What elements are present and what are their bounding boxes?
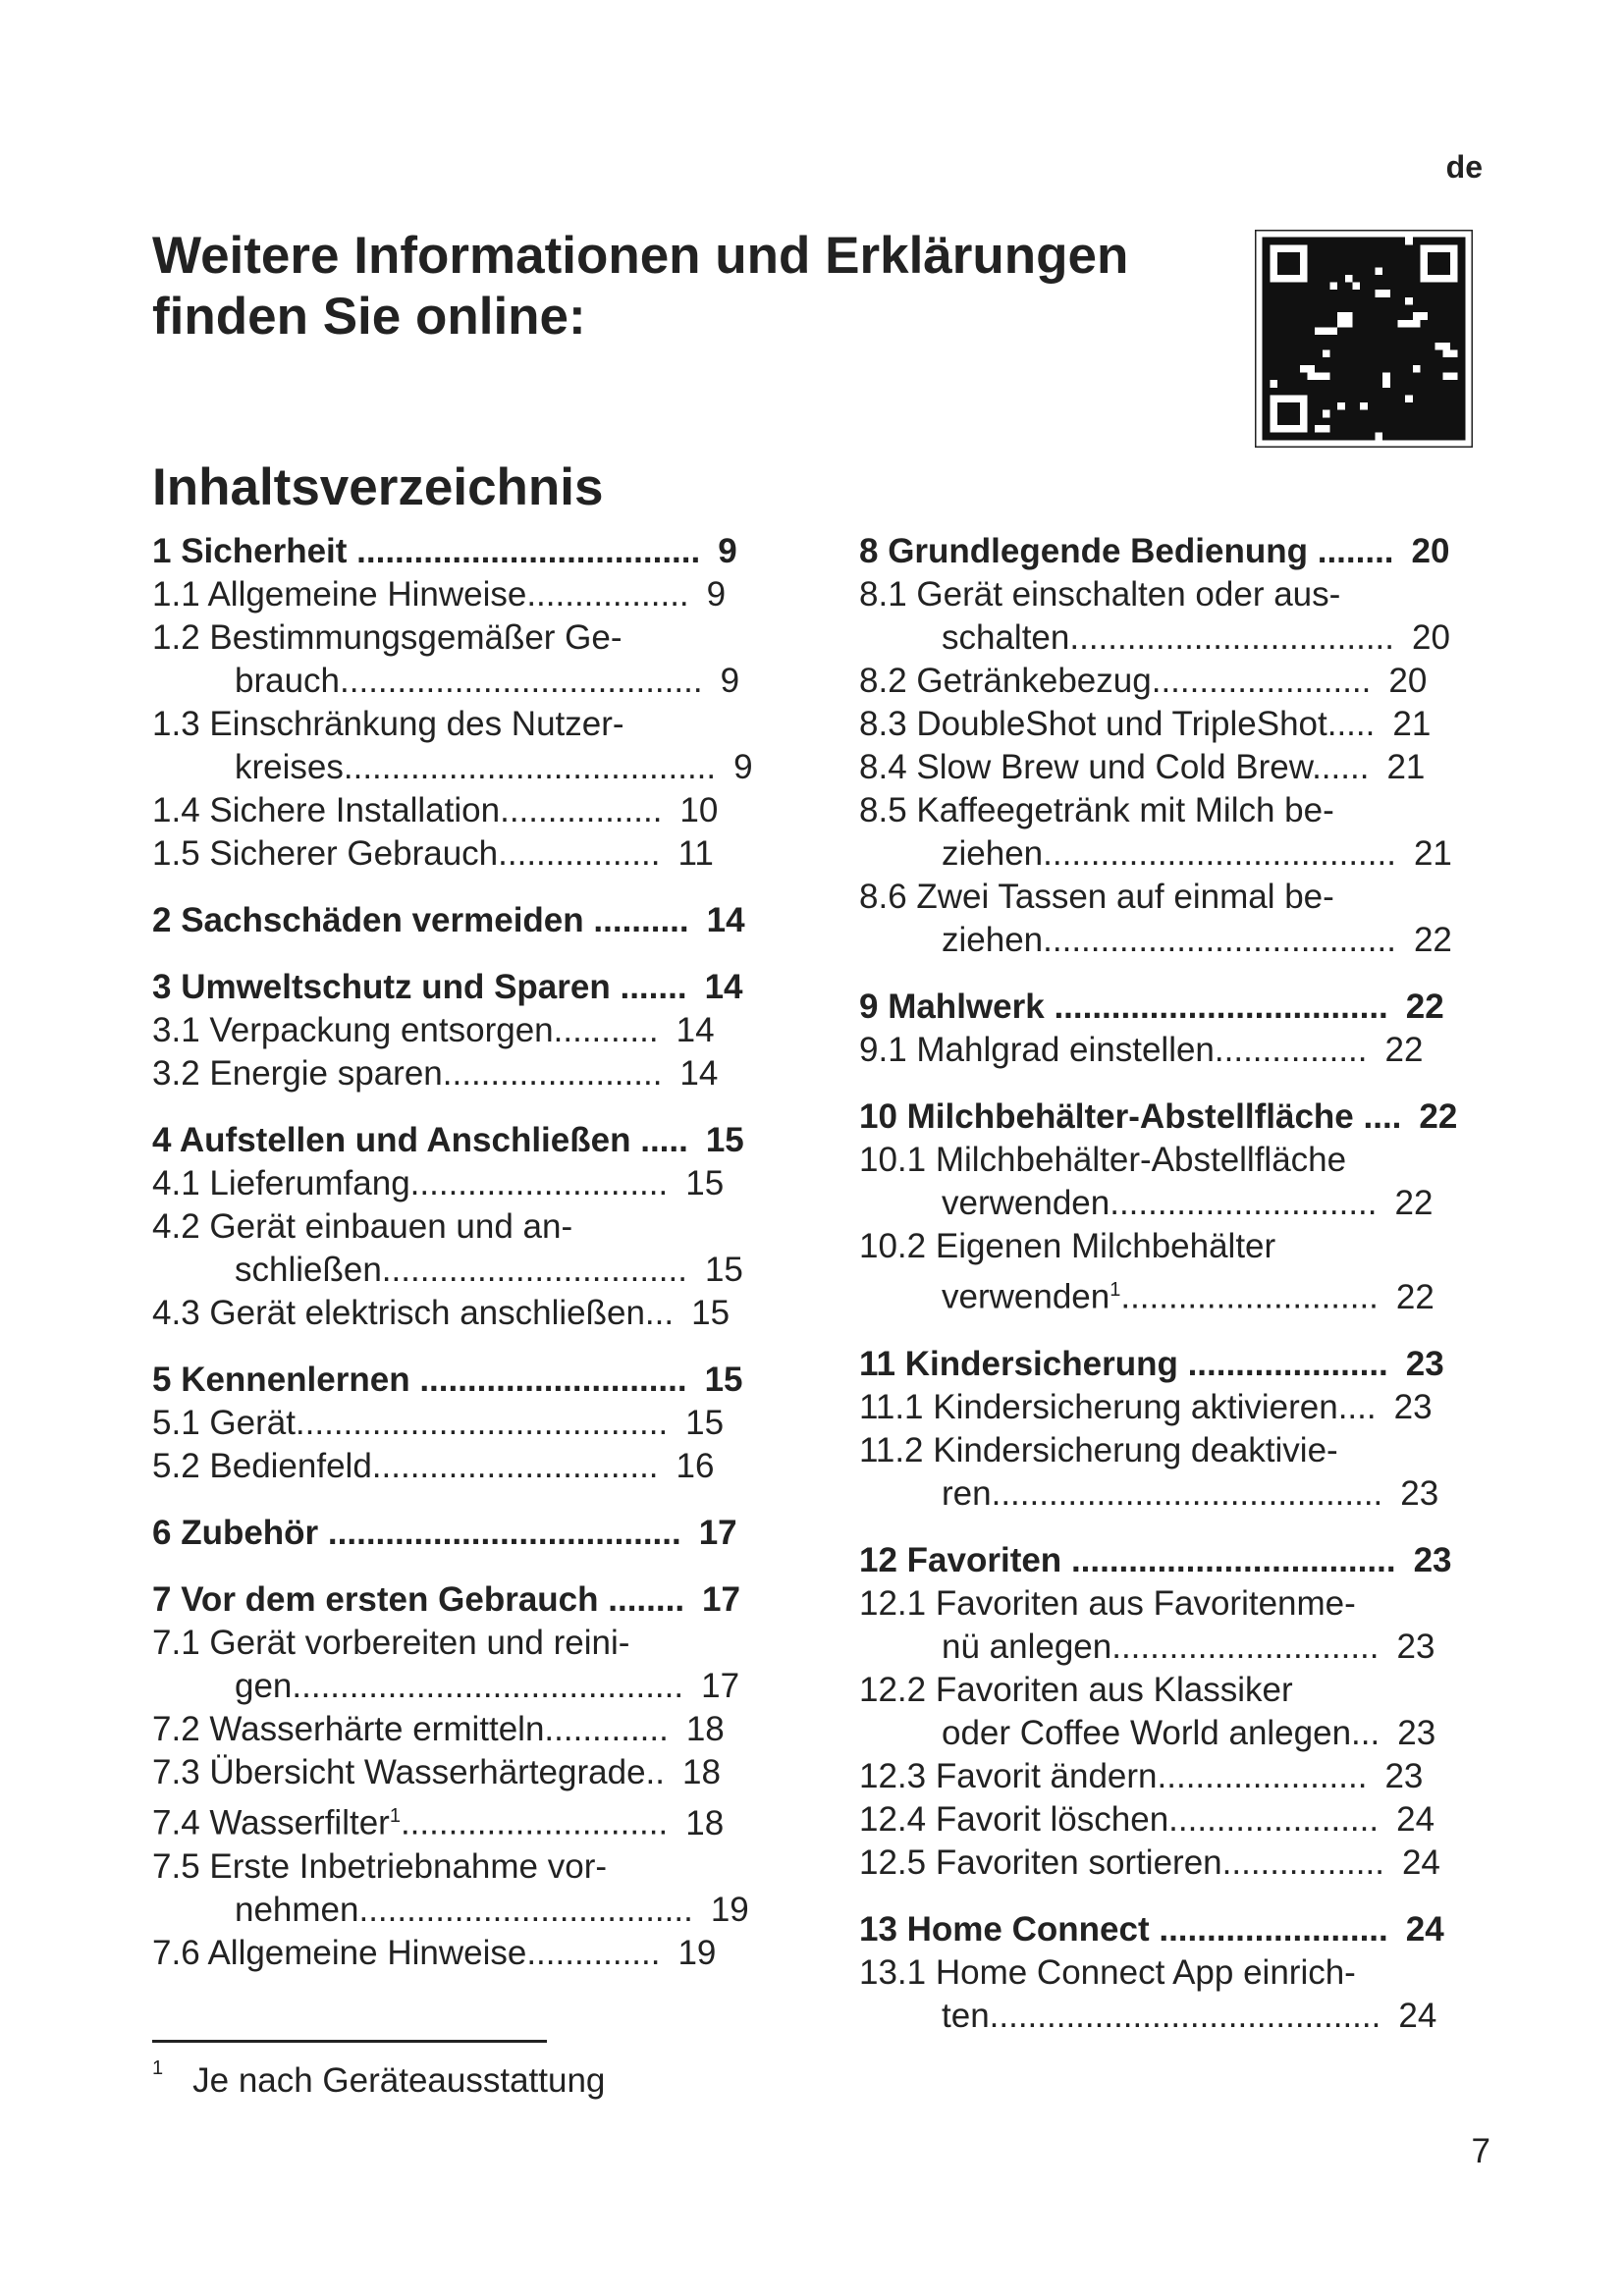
leader-dots: .... — [1337, 1387, 1377, 1426]
toc-line — [152, 899, 790, 942]
subsection-page-number: 23 — [1400, 1473, 1439, 1513]
toc-line — [859, 1225, 1497, 1268]
leader-dots: .............................. — [371, 1447, 659, 1485]
leader-dots: .......... — [593, 901, 689, 939]
subsection-title: 8.1 Gerät einschalten oder aus- — [859, 575, 1341, 614]
leader-dots: ........................... — [1120, 1277, 1379, 1316]
toc-section — [859, 986, 1497, 1072]
leader-dots: ... — [1351, 1713, 1380, 1752]
toc-line-continuation — [859, 616, 1497, 660]
toc-subsection-entry[interactable] — [859, 573, 1497, 660]
toc-line-continuation — [152, 660, 790, 703]
toc-line — [152, 1119, 790, 1162]
toc-line — [859, 530, 1497, 573]
chapter-title: 7 Vor dem ersten Gebrauch — [152, 1580, 599, 1619]
footnote-marker: 1 — [152, 2057, 164, 2079]
toc-line — [152, 1578, 790, 1622]
chapter-title: 6 Zubehör — [152, 1514, 319, 1552]
subsection-title: 1.5 Sicherer Gebrauch — [152, 834, 499, 873]
toc-section — [859, 1539, 1497, 1885]
toc-chapter-entry[interactable] — [152, 1359, 790, 1402]
toc-line-continuation — [859, 1626, 1497, 1669]
chapter-title: 1 Sicherheit — [152, 532, 348, 570]
subsection-title: 7.6 Allgemeine Hinweise — [152, 1933, 527, 1972]
toc-line — [152, 1622, 790, 1665]
toc-chapter-entry[interactable] — [152, 530, 790, 573]
subsection-title-continuation: ten — [942, 1996, 990, 2035]
subsection-page-number: 11 — [677, 834, 714, 873]
toc-subsection-entry[interactable] — [859, 876, 1497, 962]
subsection-title: 4.1 Lieferumfang — [152, 1164, 410, 1202]
subsection-page-number: 22 — [1394, 1184, 1434, 1222]
leader-dots: .................................. — [1070, 1540, 1396, 1579]
chapter-title: 2 Sachschäden vermeiden — [152, 901, 584, 939]
leader-dots: ...................... — [1168, 1799, 1380, 1839]
chapter-title: 9 Mahlwerk — [859, 988, 1045, 1026]
toc-subsection-entry[interactable] — [859, 789, 1497, 876]
leader-dots: .... — [1363, 1097, 1402, 1136]
toc-subsection-entry[interactable] — [152, 573, 790, 616]
toc-line — [859, 1539, 1497, 1582]
toc-line-continuation — [859, 1472, 1497, 1516]
toc-subsection-entry[interactable] — [152, 1708, 790, 1751]
leader-dots: ........ — [1317, 532, 1394, 570]
toc-line — [152, 1052, 790, 1095]
subsection-title-continuation: nü anlegen — [942, 1627, 1112, 1666]
toc-section — [152, 899, 790, 942]
leader-dots: ............. — [544, 1710, 669, 1748]
toc-subsection-entry[interactable] — [859, 1798, 1497, 1842]
leader-dots: ..... — [1326, 705, 1376, 743]
leader-dots: ......................................... — [989, 1996, 1381, 2035]
toc-chapter-entry[interactable] — [859, 1095, 1497, 1139]
toc-subsection-entry[interactable] — [152, 616, 790, 703]
subsection-page-number: 17 — [701, 1667, 740, 1705]
toc-section — [152, 1119, 790, 1335]
toc-line — [859, 1386, 1497, 1429]
chapter-page-number: 22 — [1405, 988, 1444, 1026]
toc-section — [859, 1908, 1497, 2038]
subsection-title: 7.3 Übersicht Wasserhärtegrade — [152, 1753, 646, 1791]
subsection-page-number: 14 — [676, 1011, 715, 1049]
toc-chapter-entry[interactable] — [859, 530, 1497, 573]
subsection-title: 12.3 Favorit ändern — [859, 1756, 1158, 1795]
toc-chapter-entry[interactable] — [152, 1512, 790, 1555]
subsection-page-number: 21 — [1392, 705, 1432, 743]
subsection-title-continuation: ziehen — [942, 834, 1044, 873]
subsection-title: 12.5 Favoriten sortieren — [859, 1842, 1222, 1882]
subsection-title: 10.1 Milchbehälter-Abstellfläche — [859, 1141, 1347, 1179]
toc-subsection-entry[interactable] — [859, 1669, 1497, 1755]
toc-right-column — [859, 530, 1497, 2061]
subsection-title-continuation: kreises — [235, 748, 344, 786]
toc-chapter-entry[interactable] — [859, 1908, 1497, 1951]
subsection-page-number: 18 — [682, 1753, 721, 1791]
toc-line-continuation — [859, 832, 1497, 876]
toc-subsection-entry[interactable] — [859, 1951, 1497, 2038]
chapter-title: 4 Aufstellen und Anschließen — [152, 1121, 631, 1159]
toc-line — [859, 876, 1497, 919]
toc-section — [859, 1095, 1497, 1319]
subsection-title: 8.5 Kaffeegetränk mit Milch be- — [859, 791, 1334, 829]
leader-dots: ............................ — [1110, 1184, 1378, 1222]
toc-chapter-entry[interactable] — [152, 1119, 790, 1162]
leader-dots: ................. — [526, 575, 689, 614]
leader-dots: ................. — [1221, 1842, 1384, 1882]
subsection-title: 4.3 Gerät elektrisch anschließen — [152, 1294, 645, 1332]
toc-line — [859, 1908, 1497, 1951]
toc-subsection-entry[interactable] — [152, 1052, 790, 1095]
toc-section — [859, 530, 1497, 962]
toc-subsection-entry[interactable] — [859, 1842, 1497, 1885]
toc-subsection-entry[interactable] — [859, 746, 1497, 789]
subsection-page-number: 19 — [710, 1890, 749, 1929]
toc-line — [859, 789, 1497, 832]
subsection-title: 11.2 Kindersicherung deaktivie- — [859, 1430, 1338, 1469]
subsection-title: 12.1 Favoriten aus Favoritenme- — [859, 1583, 1356, 1623]
toc-line — [152, 703, 790, 746]
subsection-title-continuation: oder Coffee World anlegen — [942, 1713, 1352, 1752]
toc-line — [859, 1842, 1497, 1885]
subsection-title: 5.2 Bedienfeld — [152, 1447, 372, 1485]
subsection-title: 12.2 Favoriten aus Klassiker — [859, 1670, 1293, 1709]
toc-subsection-entry[interactable] — [152, 1932, 790, 1975]
toc-line — [152, 1162, 790, 1205]
leader-dots: ....................... — [1151, 662, 1372, 700]
toc-line — [152, 832, 790, 876]
subsection-title: 8.2 Getränkebezug — [859, 662, 1152, 700]
toc-line — [859, 1343, 1497, 1386]
toc-line — [152, 1932, 790, 1975]
toc-subsection-entry[interactable] — [152, 789, 790, 832]
leader-dots: ....................... — [442, 1054, 663, 1093]
toc-subsection-entry[interactable] — [152, 1292, 790, 1335]
toc-line — [152, 1009, 790, 1052]
toc-line-continuation — [859, 1268, 1497, 1319]
leader-dots: ..................... — [1187, 1344, 1388, 1383]
toc-line — [152, 1359, 790, 1402]
subsection-title: 11.1 Kindersicherung aktivieren — [859, 1387, 1338, 1426]
toc-subsection-entry[interactable] — [152, 1009, 790, 1052]
leader-dots: ................. — [498, 834, 661, 873]
toc-subsection-entry[interactable] — [152, 1445, 790, 1488]
toc-section — [152, 966, 790, 1095]
footnote-reference: 1 — [1110, 1279, 1121, 1301]
toc-line — [152, 789, 790, 832]
toc-subsection-entry[interactable] — [859, 660, 1497, 703]
subsection-title-continuation: verwenden — [942, 1184, 1110, 1222]
subsection-title: 13.1 Home Connect App einrich- — [859, 1952, 1356, 1992]
footnote-reference: 1 — [389, 1805, 401, 1827]
leader-dots: ....................................... — [295, 1404, 669, 1442]
subsection-page-number: 24 — [1398, 1996, 1437, 2035]
toc-line — [859, 1798, 1497, 1842]
toc-subsection-entry[interactable] — [859, 1755, 1497, 1798]
toc-line-continuation — [859, 919, 1497, 962]
toc-line — [859, 1029, 1497, 1072]
leader-dots: ................................... — [358, 1890, 693, 1929]
subsection-title: 3.1 Verpackung entsorgen — [152, 1011, 554, 1049]
chapter-title: 11 Kindersicherung — [859, 1344, 1178, 1383]
subsection-page-number: 15 — [691, 1294, 731, 1332]
subsection-page-number: 24 — [1401, 1842, 1440, 1882]
toc-subsection-entry[interactable] — [152, 832, 790, 876]
toc-line-continuation — [152, 1665, 790, 1708]
toc-subsection-entry[interactable] — [859, 1225, 1497, 1319]
leader-dots: ...................................... — [340, 662, 703, 700]
toc-line-continuation — [152, 746, 790, 789]
subsection-title: 3.2 Energie sparen — [152, 1054, 443, 1093]
toc-subsection-entry[interactable] — [152, 1622, 790, 1708]
toc-line-continuation — [859, 1995, 1497, 2038]
toc-line — [152, 1445, 790, 1488]
leader-dots: ..................................... — [1043, 834, 1396, 873]
leader-dots: .................................. — [1069, 618, 1394, 657]
toc-subsection-entry[interactable] — [859, 1386, 1497, 1429]
subsection-page-number: 9 — [733, 748, 753, 786]
toc-subsection-entry[interactable] — [859, 1139, 1497, 1225]
toc-line-continuation — [859, 1182, 1497, 1225]
subsection-title-continuation: gen — [235, 1667, 293, 1705]
subsection-title: 8.3 DoubleShot und TripleShot — [859, 705, 1327, 743]
leader-dots: .. — [645, 1753, 665, 1791]
subsection-page-number: 24 — [1396, 1799, 1435, 1839]
subsection-page-number: 21 — [1386, 748, 1426, 786]
toc-line — [859, 986, 1497, 1029]
subsection-page-number: 15 — [704, 1251, 743, 1289]
toc-line — [859, 1669, 1497, 1712]
leader-dots: ........................... — [409, 1164, 669, 1202]
chapter-page-number: 14 — [704, 968, 743, 1006]
toc-subsection-entry[interactable] — [859, 1029, 1497, 1072]
leader-dots: ................ — [1214, 1031, 1368, 1069]
subsection-title-continuation: brauch — [235, 662, 341, 700]
toc-subsection-entry[interactable] — [152, 1751, 790, 1794]
subsection-page-number: 23 — [1384, 1756, 1424, 1795]
subsection-title-continuation: schließen — [235, 1251, 382, 1289]
chapter-title: 10 Milchbehälter-Abstellfläche — [859, 1097, 1354, 1136]
toc-line — [859, 1095, 1497, 1139]
leader-dots: ................................ — [381, 1251, 687, 1289]
chapter-page-number: 15 — [704, 1361, 743, 1399]
toc-chapter-entry[interactable] — [152, 1578, 790, 1622]
toc-line — [859, 1582, 1497, 1626]
subsection-page-number: 18 — [685, 1710, 725, 1748]
subsection-title: 7.4 Wasserfilter — [152, 1803, 390, 1842]
subsection-page-number: 20 — [1388, 662, 1428, 700]
subsection-page-number: 23 — [1396, 1627, 1435, 1666]
language-code: de — [1445, 149, 1483, 185]
subsection-title-continuation: verwenden — [942, 1277, 1110, 1316]
chapter-page-number: 23 — [1405, 1344, 1444, 1383]
subsection-title-continuation: ziehen — [942, 921, 1044, 959]
leader-dots: ............................ — [400, 1803, 669, 1842]
subsection-page-number: 20 — [1412, 618, 1450, 657]
toc-section — [152, 1512, 790, 1555]
subsection-title: 4.2 Gerät einbauen und an- — [152, 1207, 573, 1246]
subsection-page-number: 19 — [677, 1933, 717, 1972]
toc-left-column — [152, 530, 790, 1999]
leader-dots: ............................ — [1111, 1627, 1380, 1666]
leader-dots: ...... — [1312, 748, 1370, 786]
subsection-title: 1.4 Sichere Installation — [152, 791, 501, 829]
toc-subsection-entry[interactable] — [152, 1402, 790, 1445]
toc-line — [152, 573, 790, 616]
leader-dots: ....................................... — [343, 748, 717, 786]
chapter-title: 12 Favoriten — [859, 1540, 1062, 1579]
toc-subsection-entry[interactable] — [152, 1162, 790, 1205]
leader-dots: ......................................... — [991, 1473, 1383, 1513]
leader-dots: ......................................... — [292, 1667, 684, 1705]
leader-dots: ................................... — [1054, 988, 1388, 1026]
toc-subsection-entry[interactable] — [152, 703, 790, 789]
toc-chapter-entry[interactable] — [859, 1539, 1497, 1582]
chapter-page-number: 20 — [1411, 532, 1450, 570]
leader-dots: ..... — [640, 1121, 688, 1159]
footnote-text: Je nach Geräteausstattung — [192, 2061, 606, 2100]
toc-chapter-entry[interactable] — [859, 1343, 1497, 1386]
toc-subsection-entry[interactable] — [859, 1429, 1497, 1516]
subsection-page-number: 18 — [685, 1803, 725, 1842]
toc-chapter-entry[interactable] — [152, 966, 790, 1009]
leader-dots: ................. — [500, 791, 663, 829]
subsection-title-continuation: nehmen — [235, 1890, 359, 1929]
toc-line — [859, 703, 1497, 746]
qr-code-icon[interactable] — [1255, 230, 1473, 448]
toc-line — [152, 1751, 790, 1794]
subsection-title: 7.1 Gerät vorbereiten und reini- — [152, 1624, 630, 1662]
chapter-page-number: 23 — [1413, 1540, 1452, 1579]
toc-line — [152, 616, 790, 660]
subsection-page-number: 22 — [1395, 1277, 1435, 1316]
chapter-page-number: 15 — [705, 1121, 744, 1159]
toc-line — [859, 1951, 1497, 1995]
toc-line-continuation — [152, 1889, 790, 1932]
subsection-title-continuation: schalten — [942, 618, 1070, 657]
footnote-divider — [152, 2040, 547, 2043]
leader-dots: ........... — [553, 1011, 659, 1049]
subsection-page-number: 9 — [706, 575, 727, 614]
toc-line — [152, 1292, 790, 1335]
toc-line — [859, 660, 1497, 703]
leader-dots: ... — [644, 1294, 675, 1332]
leader-dots: ........ — [608, 1580, 685, 1619]
subsection-title: 7.5 Erste Inbetriebnahme vor- — [152, 1846, 608, 1886]
leader-dots: ....... — [620, 968, 687, 1006]
subsection-page-number: 23 — [1393, 1387, 1433, 1426]
toc-line — [859, 1139, 1497, 1182]
footnote-reference-wrapper — [1110, 1279, 1120, 1301]
subsection-page-number: 9 — [720, 662, 740, 700]
toc-section — [859, 1343, 1497, 1516]
chapter-page-number: 17 — [702, 1580, 740, 1619]
subsection-title: 12.4 Favorit löschen — [859, 1799, 1169, 1839]
toc-chapter-entry[interactable] — [152, 899, 790, 942]
toc-section — [152, 1578, 790, 1975]
leader-dots: .............. — [526, 1933, 661, 1972]
leader-dots: ............................ — [419, 1361, 687, 1399]
chapter-page-number: 9 — [718, 532, 737, 570]
toc-line — [859, 573, 1497, 616]
subsection-page-number: 21 — [1413, 834, 1452, 873]
page-number: 7 — [1471, 2132, 1490, 2170]
toc-line — [152, 530, 790, 573]
toc-section — [152, 530, 790, 876]
subsection-page-number: 15 — [685, 1164, 725, 1202]
toc-subsection-entry[interactable] — [152, 1845, 790, 1932]
chapter-title: 8 Grundlegende Bedienung — [859, 532, 1308, 570]
toc-line-continuation — [859, 1712, 1497, 1755]
subsection-title: 1.1 Allgemeine Hinweise — [152, 575, 527, 614]
subsection-page-number: 14 — [679, 1054, 719, 1093]
subsection-title: 8.6 Zwei Tassen auf einmal be- — [859, 878, 1334, 916]
subsection-page-number: 10 — [679, 791, 719, 829]
leader-dots: ..................................... — [1043, 921, 1396, 959]
chapter-title: 13 Home Connect — [859, 1909, 1150, 1949]
subsection-title: 10.2 Eigenen Milchbehälter — [859, 1227, 1276, 1265]
footnote-reference-wrapper — [390, 1805, 401, 1827]
subsection-page-number: 23 — [1397, 1713, 1436, 1752]
chapter-page-number: 14 — [706, 901, 745, 939]
toc-line — [152, 1708, 790, 1751]
toc-line — [859, 746, 1497, 789]
toc-line — [859, 1755, 1497, 1798]
subsection-title: 1.3 Einschränkung des Nutzer- — [152, 705, 624, 743]
toc-line — [152, 1845, 790, 1889]
toc-line — [152, 1512, 790, 1555]
toc-subsection-entry[interactable] — [859, 703, 1497, 746]
toc-line — [859, 1429, 1497, 1472]
toc-subsection-entry[interactable] — [152, 1794, 790, 1845]
toc-subsection-entry[interactable] — [152, 1205, 790, 1292]
toc-subsection-entry[interactable] — [859, 1582, 1497, 1669]
chapter-page-number: 22 — [1419, 1097, 1458, 1136]
toc-section — [152, 1359, 790, 1488]
chapter-page-number: 17 — [698, 1514, 737, 1552]
toc-line — [152, 1205, 790, 1249]
chapter-page-number: 24 — [1405, 1909, 1444, 1949]
leader-dots: .................................... — [356, 532, 701, 570]
toc-line — [152, 1794, 790, 1845]
subsection-title: 7.2 Wasserhärte ermitteln — [152, 1710, 545, 1748]
subsection-title: 9.1 Mahlgrad einstellen — [859, 1031, 1215, 1069]
leader-dots: ...................... — [1157, 1756, 1368, 1795]
toc-line-continuation — [152, 1249, 790, 1292]
subsection-title-continuation: ren — [942, 1473, 992, 1513]
toc-line — [152, 966, 790, 1009]
subsection-page-number: 15 — [685, 1404, 725, 1442]
subsection-title: 8.4 Slow Brew und Cold Brew — [859, 748, 1313, 786]
toc-line — [152, 1402, 790, 1445]
subsection-page-number: 16 — [676, 1447, 715, 1485]
footnote — [152, 2057, 605, 2101]
subsection-title: 5.1 Gerät — [152, 1404, 296, 1442]
leader-dots: ........................ — [1159, 1909, 1388, 1949]
subsection-page-number: 22 — [1384, 1031, 1424, 1069]
chapter-title: 3 Umweltschutz und Sparen — [152, 968, 611, 1006]
chapter-title: 5 Kennenlernen — [152, 1361, 410, 1399]
toc-chapter-entry[interactable] — [859, 986, 1497, 1029]
subsection-title: 1.2 Bestimmungsgemäßer Ge- — [152, 618, 623, 657]
leader-dots: ..................................... — [327, 1514, 681, 1552]
subsection-page-number: 22 — [1413, 921, 1452, 959]
online-info-heading: Weitere Informationen und Erklärungen finden Sie online: — [152, 227, 1129, 346]
toc-title: Inhaltsverzeichnis — [152, 458, 604, 516]
